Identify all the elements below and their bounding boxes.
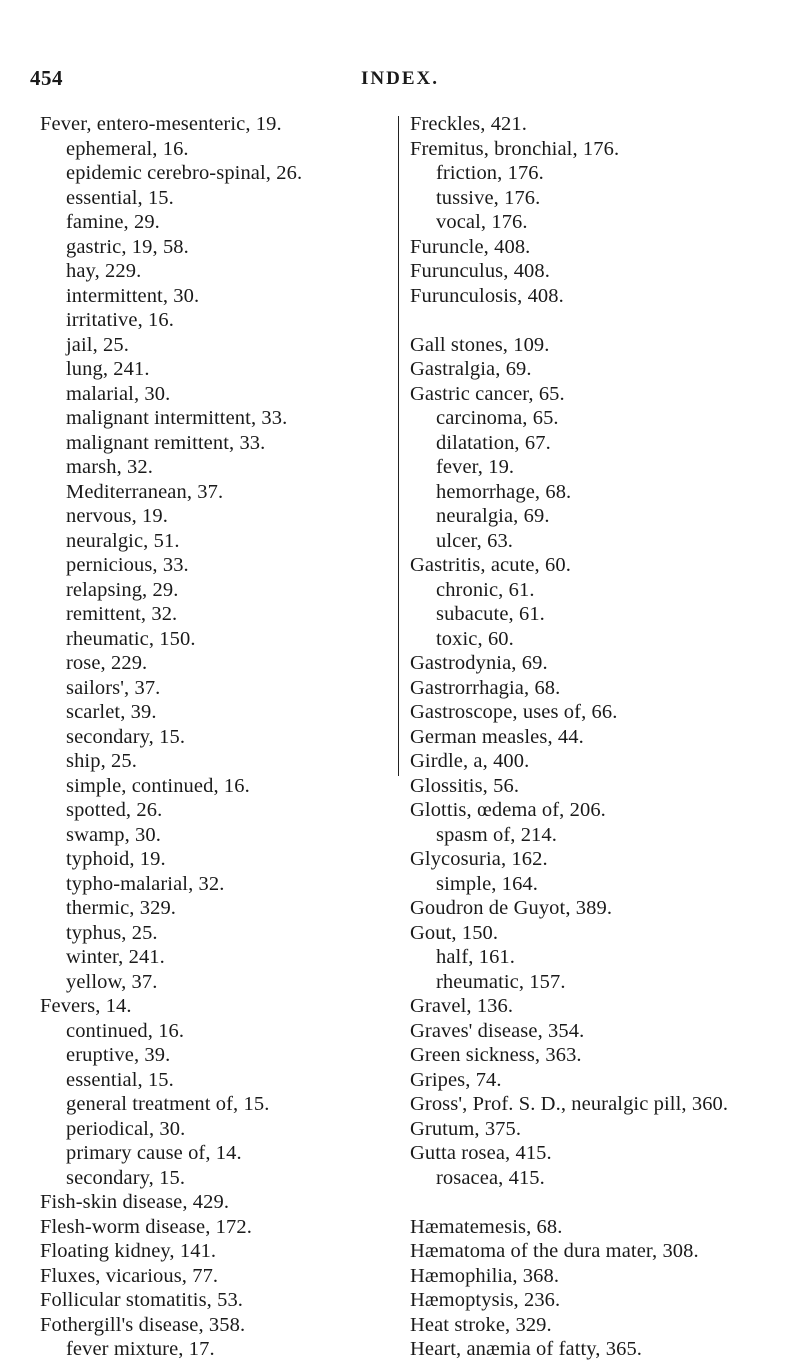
index-subentry: rose, 229. bbox=[66, 652, 148, 674]
index-entry: Fevers, 14. bbox=[40, 995, 132, 1017]
index-subentry: typhus, 25. bbox=[66, 921, 158, 944]
index-entry: Girdle, a, 400. bbox=[410, 750, 530, 772]
index-subentry: secondary, 15. bbox=[66, 1166, 186, 1189]
index-subentry: jail, 25. bbox=[66, 333, 129, 356]
index-subentry: vocal, 176. bbox=[436, 211, 528, 233]
index-subentry: primary cause of, 14. bbox=[66, 1142, 242, 1164]
index-subentry: neuralgic, 51. bbox=[66, 529, 180, 552]
index-subentry: yellow, 37. bbox=[66, 970, 158, 993]
index-subentry: friction, 176. bbox=[436, 162, 544, 184]
index-subentry: neuralgia, 69. bbox=[436, 505, 550, 527]
index-subentry: marsh, 32. bbox=[66, 456, 153, 478]
index-entry: Fluxes, vicarious, 77. bbox=[40, 1264, 219, 1287]
index-subentry: remittent, 32. bbox=[66, 603, 178, 625]
index-entry: Glottis, œdema of, 206. bbox=[410, 799, 606, 821]
index-subentry: fever mixture, 17. bbox=[66, 1338, 215, 1360]
index-subentry: eruptive, 39. bbox=[66, 1044, 171, 1066]
index-entry: Fever, entero-mesenteric, 19. bbox=[40, 113, 282, 135]
index-entry: Furuncle, 408. bbox=[410, 235, 531, 258]
index-subentry: famine, 29. bbox=[66, 211, 160, 233]
index-subentry: thermic, 329. bbox=[66, 897, 177, 919]
index-entry: Flesh-worm disease, 172. bbox=[40, 1215, 252, 1238]
index-subentry: rosacea, 415. bbox=[436, 1166, 545, 1189]
index-subentry: rheumatic, 150. bbox=[66, 627, 196, 650]
index-entry: Hæmatemesis, 68. bbox=[410, 1215, 563, 1238]
index-entry: Fish-skin disease, 429. bbox=[40, 1191, 230, 1213]
index-subentry: hay, 229. bbox=[66, 260, 142, 282]
index-entry: Gall stones, 109. bbox=[410, 333, 550, 356]
index-subentry: ulcer, 63. bbox=[436, 529, 514, 552]
page-number: 454 bbox=[30, 66, 63, 90]
index-subentry: intermittent, 30. bbox=[66, 284, 200, 307]
index-subentry: dilatation, 67. bbox=[436, 431, 551, 454]
index-subentry: swamp, 30. bbox=[66, 823, 161, 846]
index-subentry: Mediterranean, 37. bbox=[66, 480, 224, 503]
index-subentry: subacute, 61. bbox=[436, 603, 545, 625]
index-entry: Heart, anæmia of fatty, 365. bbox=[410, 1338, 643, 1360]
index-subentry: relapsing, 29. bbox=[66, 578, 179, 601]
index-entry: Furunculus, 408. bbox=[410, 260, 550, 282]
index-subentry: typhoid, 19. bbox=[66, 848, 166, 870]
index-entry: Gastrodynia, 69. bbox=[410, 652, 548, 674]
index-entry: Furunculosis, 408. bbox=[410, 284, 564, 307]
index-entry: Fremitus, bronchial, 176. bbox=[410, 137, 620, 160]
index-subentry: tussive, 176. bbox=[436, 186, 541, 209]
index-entry: Floating kidney, 141. bbox=[40, 1240, 217, 1262]
index-entry: Green sickness, 363. bbox=[410, 1044, 582, 1066]
index-subentry: continued, 16. bbox=[66, 1019, 185, 1042]
column-divider bbox=[398, 116, 399, 776]
index-subentry: ephemeral, 16. bbox=[66, 137, 189, 160]
index-subentry: spotted, 26. bbox=[66, 799, 163, 821]
index-entry: Gastrorrhagia, 68. bbox=[410, 676, 561, 699]
index-subentry: sailors', 37. bbox=[66, 676, 161, 699]
index-entry: Heat stroke, 329. bbox=[410, 1313, 552, 1336]
index-subentry: winter, 241. bbox=[66, 946, 165, 968]
index-entry: Glycosuria, 162. bbox=[410, 848, 548, 870]
index-subentry: periodical, 30. bbox=[66, 1117, 186, 1140]
index-subentry: half, 161. bbox=[436, 946, 515, 968]
index-subentry: chronic, 61. bbox=[436, 578, 535, 601]
index-subentry: simple, continued, 16. bbox=[66, 774, 250, 797]
index-entry: Gripes, 74. bbox=[410, 1068, 502, 1091]
index-subentry: spasm of, 214. bbox=[436, 823, 557, 846]
index-subentry: pernicious, 33. bbox=[66, 554, 189, 576]
index-entry: Hæmatoma of the dura mater, 308. bbox=[410, 1240, 699, 1262]
index-entry: Glossitis, 56. bbox=[410, 774, 520, 797]
index-entry: Gutta rosea, 415. bbox=[410, 1142, 552, 1164]
index-subentry: nervous, 19. bbox=[66, 505, 168, 527]
index-subentry: secondary, 15. bbox=[66, 725, 186, 748]
index-subentry: general treatment of, 15. bbox=[66, 1093, 270, 1115]
index-subentry: ship, 25. bbox=[66, 750, 137, 772]
index-entry: Gastralgia, 69. bbox=[410, 358, 532, 380]
index-subentry: malignant remittent, 33. bbox=[66, 431, 266, 454]
index-entry: Graves' disease, 354. bbox=[410, 1019, 585, 1042]
index-column-right bbox=[410, 112, 790, 1362]
page-header bbox=[0, 66, 800, 96]
index-subentry: rheumatic, 157. bbox=[436, 970, 566, 993]
index-subentry: fever, 19. bbox=[436, 456, 515, 478]
index-entry: German measles, 44. bbox=[410, 725, 584, 748]
index-subentry: typho-malarial, 32. bbox=[66, 872, 225, 895]
index-subentry: irritative, 16. bbox=[66, 309, 174, 331]
index-subentry: gastric, 19, 58. bbox=[66, 235, 189, 258]
index-entry: Gravel, 136. bbox=[410, 995, 514, 1017]
index-subentry: simple, 164. bbox=[436, 872, 538, 895]
index-subentry: hemorrhage, 68. bbox=[436, 480, 572, 503]
index-subentry: essential, 15. bbox=[66, 186, 174, 209]
index-entry: Hæmoptysis, 236. bbox=[410, 1289, 561, 1311]
index-subentry: epidemic cerebro-spinal, 26. bbox=[66, 162, 303, 184]
index-entry: Freckles, 421. bbox=[410, 113, 527, 135]
running-title: INDEX. bbox=[361, 68, 439, 89]
index-entry: Follicular stomatitis, 53. bbox=[40, 1289, 244, 1311]
index-entry: Gross', Prof. S. D., neuralgic pill, 360. bbox=[410, 1093, 729, 1115]
index-entry: Gastritis, acute, 60. bbox=[410, 554, 571, 576]
index-entry: Gastric cancer, 65. bbox=[410, 382, 565, 405]
index-subentry: malarial, 30. bbox=[66, 382, 171, 405]
index-subentry: malignant intermittent, 33. bbox=[66, 407, 288, 429]
index-entry: Gout, 150. bbox=[410, 921, 499, 944]
index-subentry: essential, 15. bbox=[66, 1068, 174, 1091]
index-entry: Goudron de Guyot, 389. bbox=[410, 897, 613, 919]
index-subentry: carcinoma, 65. bbox=[436, 407, 559, 429]
index-entry: Grutum, 375. bbox=[410, 1117, 522, 1140]
index-entry: Hæmophilia, 368. bbox=[410, 1264, 560, 1287]
index-subentry: lung, 241. bbox=[66, 358, 150, 380]
index-subentry: toxic, 60. bbox=[436, 627, 514, 650]
index-column-left bbox=[40, 112, 395, 1362]
index-subentry: scarlet, 39. bbox=[66, 701, 157, 723]
index-entry: Gastroscope, uses of, 66. bbox=[410, 701, 618, 723]
index-entry: Fothergill's disease, 358. bbox=[40, 1313, 246, 1336]
